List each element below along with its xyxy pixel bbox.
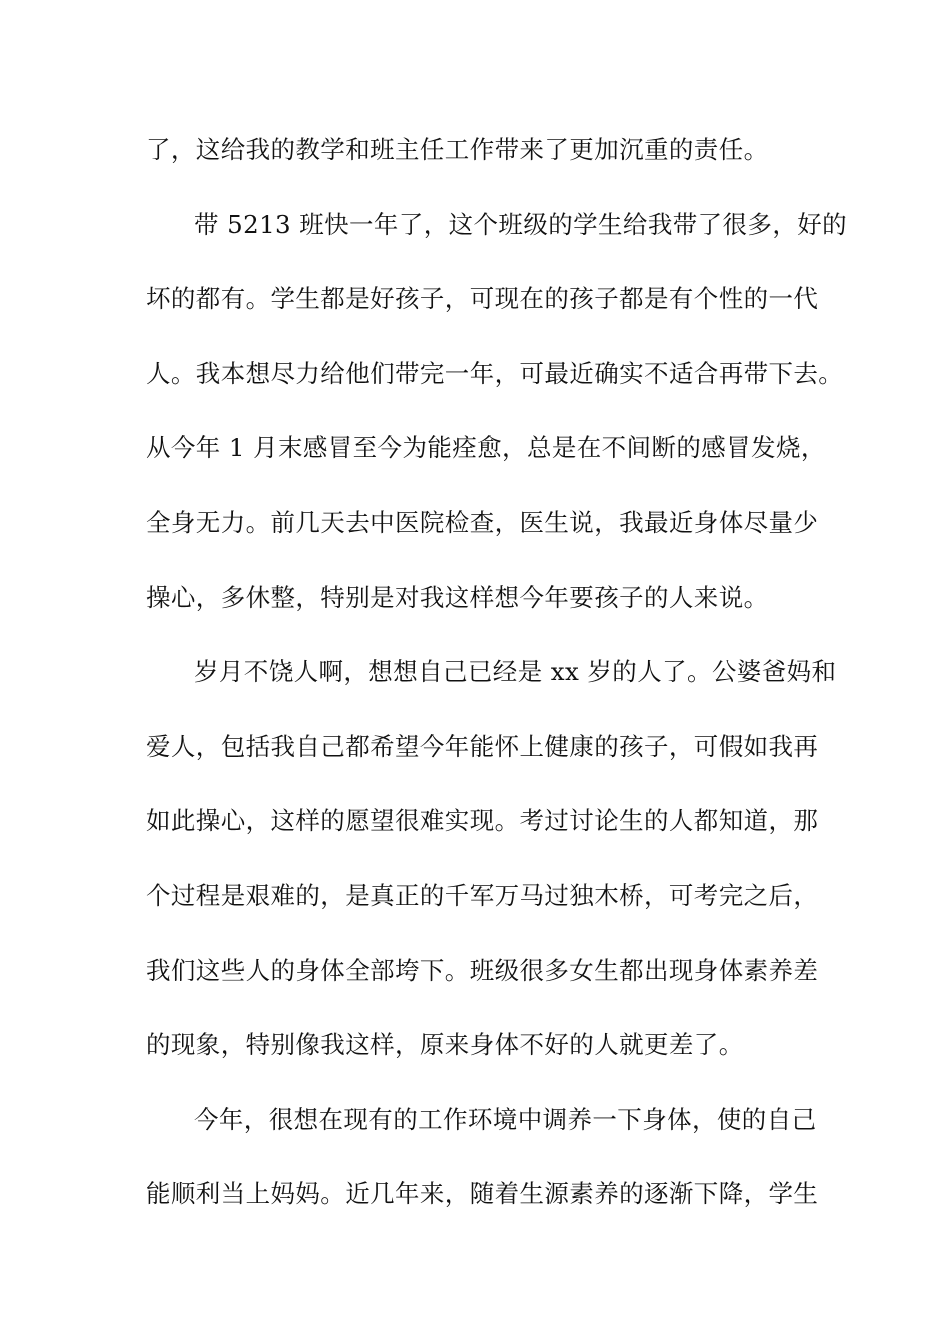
text-line: 操心，多休整，特别是对我这样想今年要孩子的人来说。 (146, 582, 769, 612)
text-line: 带 5213 班快一年了，这个班级的学生给我带了很多，好的 (194, 209, 848, 239)
text-line: 坏的都有。学生都是好孩子，可现在的孩子都是有个性的一代 (146, 284, 819, 314)
text-line: 的现象，特别像我这样，原来身体不好的人就更差了。 (146, 1030, 744, 1060)
text-line: 从今年 1 月末感冒至今为能痊愈，总是在不间断的感冒发烧， (146, 433, 826, 463)
text-line: 如此操心，这样的愿望很难实现。考过讨论生的人都知道，那 (146, 806, 819, 836)
text-line: 个过程是艰难的，是真正的千军万马过独木桥，可考完之后， (146, 880, 819, 910)
text-line: 人。我本想尽力给他们带完一年，可最近确实不适合再带下去。 (146, 358, 844, 388)
text-line: 爱人，包括我自己都希望今年能怀上健康的孩子，可假如我再 (146, 731, 819, 761)
text-line: 我们这些人的身体全部垮下。班级很多女生都出现身体素养差 (146, 955, 819, 985)
text-line: 全身无力。前几天去中医院检查，医生说，我最近身体尽量少 (146, 507, 819, 537)
text-line: 了，这给我的教学和班主任工作带来了更加沉重的责任。 (146, 135, 769, 164)
document-body (146, 130, 848, 1249)
text-line: 岁月不饶人啊，想想自己已经是 xx 岁的人了。公婆爸妈和 (194, 657, 837, 687)
text-line: 今年，很想在现有的工作环境中调养一下身体，使的自己 (194, 1104, 817, 1134)
text-line: 能顺利当上妈妈。近几年来，随着生源素养的逐渐下降，学生 (146, 1179, 819, 1209)
